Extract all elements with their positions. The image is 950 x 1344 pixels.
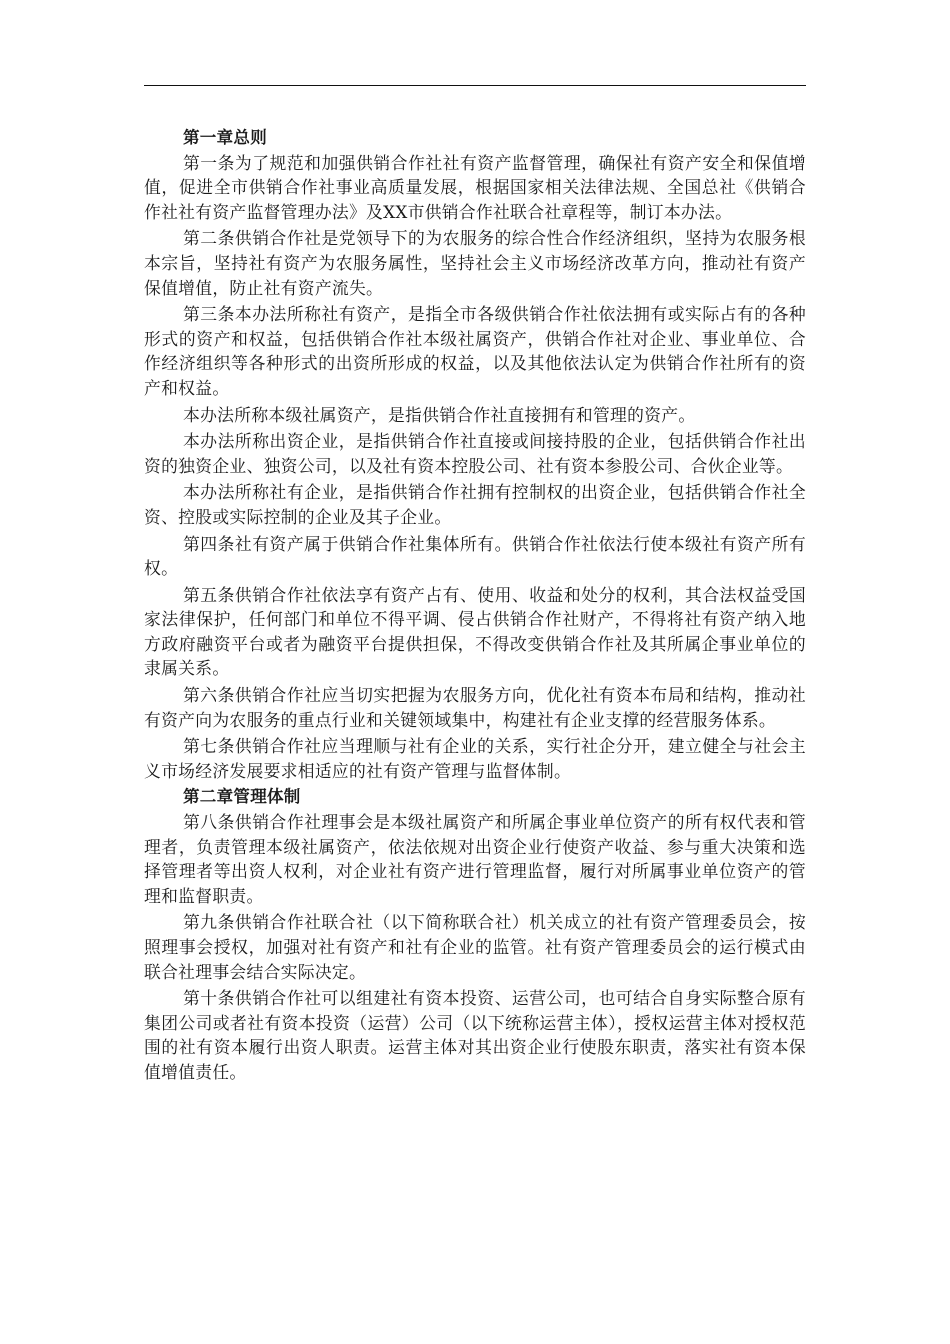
article-paragraph: 第九条供销合作社联合社（以下简称联合社）机关成立的社有资产管理委员会，按照理事会授权，加强对社有资产和社有企业的监管。社有资产管理委员会的运行模式由联合社理事会结合实际决定。 — [144, 912, 806, 982]
chapter-heading: 第二章管理体制 — [183, 787, 301, 807]
article-paragraph: 本办法所称出资企业，是指供销合作社直接或间接持股的企业，包括供销合作社出资的独资企业、独资公司，以及社有资本控股公司、社有资本参股公司、合伙企业等。 — [144, 431, 806, 476]
article-paragraph: 本办法所称本级社属资产，是指供销合作社直接拥有和管理的资产。 — [183, 404, 696, 425]
article-paragraph: 第六条供销合作社应当切实把握为农服务方向，优化社有资本布局和结构，推动社有资产向为农服务的重点行业和关键领域集中，构建社有企业支撑的经营服务体系。 — [144, 685, 806, 730]
article-paragraph: 第五条供销合作社依法享有资产占有、使用、收益和处分的权利，其合法权益受国家法律保护，任何部门和单位不得平调、侵占供销合作社财产，不得将社有资产纳入地方政府融资平台或者为融资平台提供担保，不得改变供销合作社及其所属企事业单位的隶属关系。 — [144, 584, 806, 679]
article-paragraph: 第二条供销合作社是党领导下的为农服务的综合性合作经济组织，坚持为农服务根本宗旨，坚持社有资产为农服务属性，坚持社会主义市场经济改革方向，推动社有资产保值增值，防止社有资产流失。 — [144, 228, 806, 298]
article-paragraph: 第八条供销合作社理事会是本级社属资产和所属企事业单位资产的所有权代表和管理者，负责管理本级社属资产，依法依规对出资企业行使资产收益、参与重大决策和选择管理者等出资人权利，对企业社有资产进行管理监督，履行对所属事业单位资产的管理和监督职责。 — [144, 812, 806, 906]
article-paragraph: 本办法所称社有企业，是指供销合作社拥有控制权的出资企业，包括供销合作社全资、控股或实际控制的企业及其子企业。 — [144, 482, 806, 527]
article-paragraph: 第七条供销合作社应当理顺与社有企业的关系，实行社企分开，建立健全与社会主义市场经济发展要求相适应的社有资产管理与监督体制。 — [144, 736, 806, 781]
article-paragraph: 第四条社有资产属于供销合作社集体所有。供销合作社依法行使本级社有资产所有权。 — [144, 533, 806, 579]
header-rule — [144, 85, 806, 86]
document-body — [144, 126, 806, 1087]
article-paragraph: 第一条为了规范和加强供销合作社社有资产监督管理，确保社有资产安全和保值增值，促进全市供销合作社事业高质量发展，根据国家相关法律法规、全国总社《供销合作社社有资产监督管理办法》及XX市供销合作社联合社章程等，制订本办法。 — [144, 152, 806, 222]
article-paragraph: 第十条供销合作社可以组建社有资本投资、运营公司，也可结合自身实际整合原有集团公司或者社有资本投资（运营）公司（以下统称运营主体），授权运营主体对授权范围的社有资本履行出资人职责。运营主体对其出资企业行使股东职责，落实社有资本保值增值责任。 — [144, 988, 806, 1082]
article-paragraph: 第三条本办法所称社有资产，是指全市各级供销合作社依法拥有或实际占有的各种形式的资产和权益，包括供销合作社本级社属资产，供销合作社对企业、事业单位、合作经济组织等各种形式的出资所形成的权益，以及其他依法认定为供销合作社所有的资产和权益。 — [144, 304, 806, 398]
chapter-heading: 第一章总则 — [183, 128, 267, 147]
